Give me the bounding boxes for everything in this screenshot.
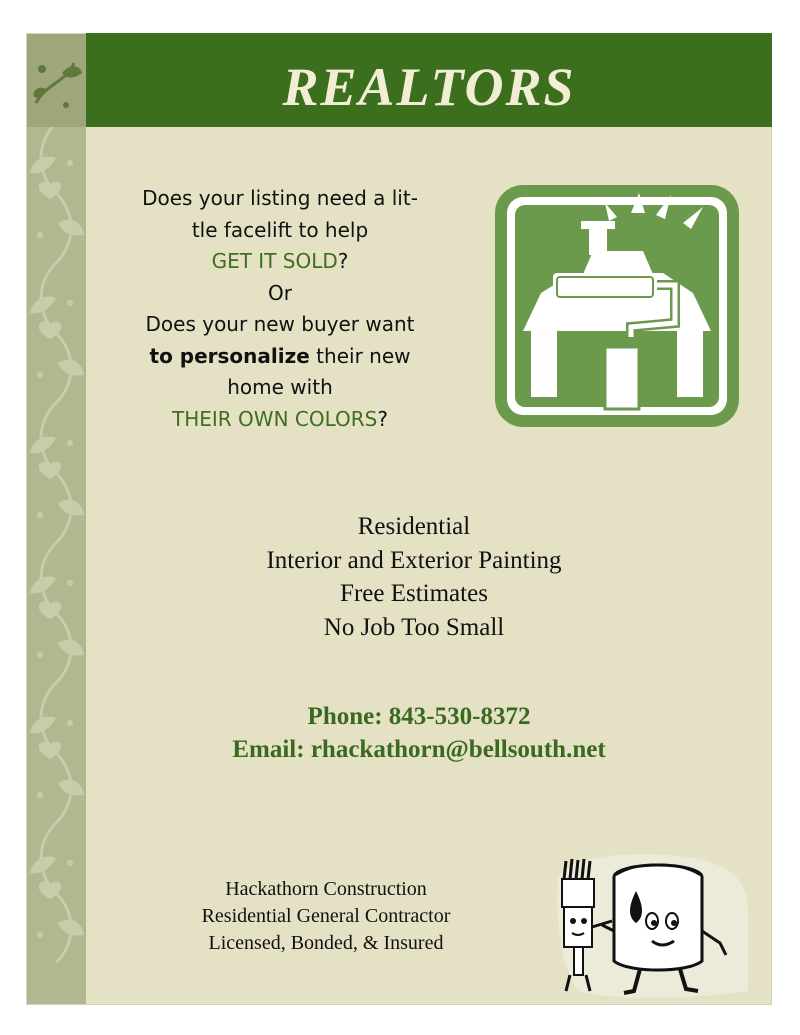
company-info: [171, 876, 481, 957]
phone-number: Phone: 843-530-8372: [307, 703, 531, 730]
company-name: Hackathorn Construction: [225, 878, 427, 900]
service-item-residential: Residential: [357, 513, 471, 540]
email-address: Email: rhackathorn@bellsouth.net: [232, 736, 606, 763]
question-line-1: Does your listing need a lit-: [142, 186, 418, 210]
question-line-3: [110, 246, 450, 278]
services-list: [186, 510, 642, 644]
vine-ornament-icon: [26, 33, 86, 1005]
company-credentials: Licensed, Bonded, & Insured: [208, 932, 444, 954]
service-item-painting: Interior and Exterior Painting: [266, 546, 562, 574]
contact-info: [166, 700, 672, 766]
question-line-5: Does your new buyer want: [145, 312, 415, 336]
question-line-2: tle facelift to help: [191, 217, 369, 242]
page-title: REALTORS: [282, 57, 576, 117]
question-mark: ?: [337, 249, 349, 273]
service-item-estimates: Free Estimates: [340, 580, 488, 607]
own-colors-highlight: THEIR OWN COLORS: [172, 406, 378, 431]
question-line-4: Or: [268, 280, 292, 305]
question-line-8: [110, 404, 450, 436]
company-type: Residential General Contractor: [201, 905, 451, 927]
personalize-highlight: to personalize: [149, 343, 310, 368]
paintbrush-and-paint-can-mascot-icon: [548, 851, 748, 1001]
get-it-sold-highlight: GET IT SOLD: [211, 249, 338, 273]
question-line-7: home with: [227, 375, 333, 399]
question-line-6: [110, 341, 450, 373]
side-ornament-band: [26, 33, 86, 1005]
question-line-6-end: their new: [309, 343, 411, 368]
service-item-small-jobs: No Job Too Small: [323, 613, 505, 641]
question-mark: ?: [377, 406, 388, 431]
question-text: [110, 183, 450, 435]
house-paint-roller-icon: [493, 183, 741, 429]
